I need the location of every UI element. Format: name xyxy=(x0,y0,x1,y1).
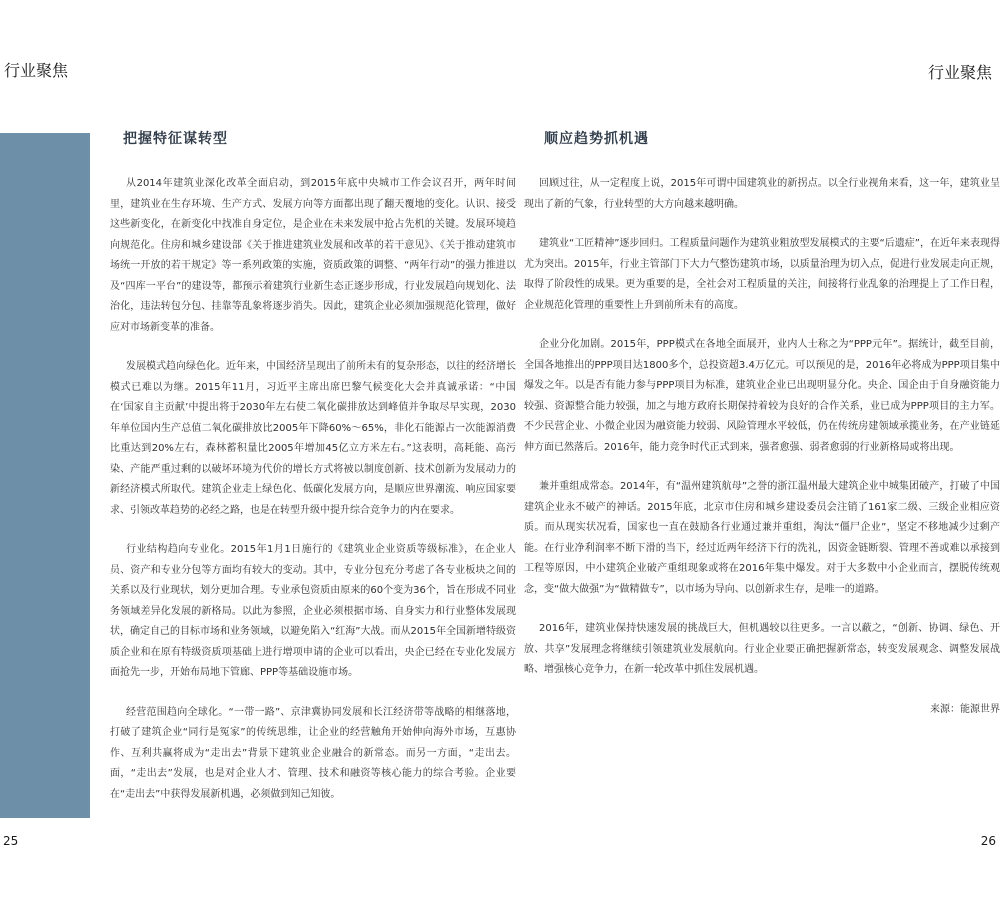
page-number-right: 26 xyxy=(980,834,996,848)
right-paragraph: 建筑业“工匠精神”逐步回归。工程质量问题作为建筑业粗放型发展模式的主要“后遗症”，在近年来表现得尤为突出。2015年，行业主管部门下大力气整饬建筑市场，以质量治理为切入点，促进行业发展走向正规，取得了阶段性的成果。更为重要的是，全社会对工程质量的关注，间接将行业乱象的治理提上了工作日程，企业规范化管理的重要性上升到前所未有的高度。 xyxy=(524,238,1000,311)
left-paragraph: 行业结构趋向专业化。2015年1月1日施行的《建筑业企业资质等级标准》，在企业人员、资产和专业分包等方面均有较大的变动。其中，专业分包充分考虑了各专业板块之间的关系以及行业现状，划分更加合理。专业承包资质由原来的60个变为36个，旨在形成不同业务领域差异化发展的新格局。以此为参照，企业必须根据市场、自身实力和行业整体发展现状，确定自己的目标市场和业务领域，以避免陷入“红海”大战。而从2015年全国新增特级资质企业和在原有特级资质项基础上进行增项申请的企业可以看出，央企已经在专业化发展方面抢先一步，开始布局地下管廊、PPP等基础设施市场。 xyxy=(110,544,516,678)
right-paragraph: 兼并重组成常态。2014年，有“温州建筑航母”之誉的浙江温州最大建筑企业中城集团破产，打破了中国建筑企业永不破产的神话。2015年底，北京市住房和城乡建设委员会注销了161家二级、三级企业相应资质。而从现实状况看，国家也一直在鼓励各行业通过兼并重组，淘汰“僵尸企业”，坚定不移地减少过剩产能。在行业净利润率不断下滑的当下，经过近两年经济下行的洗礼，因资金链断裂、管理不善或难以承接到工程等原因，中小建筑企业破产重组现象或将在2016年集中爆发。对于大多数中小企业而言，摆脱传统观念，变“做大做强”为“做精做专”，以市场为导向、以创新求生存，是唯一的道路。 xyxy=(524,481,1000,595)
right-section-title: 顺应趋势抓机遇 xyxy=(544,131,649,147)
left-paragraph: 经营范围趋向全球化。“一带一路”、京津冀协同发展和长江经济带等战略的相继落地，打破了建筑企业“同行是冤家”的传统思维，让企业的经营触角开始伸向海外市场，互惠协作、互利共赢将成为“走出去”背景下建筑业企业融合的新常态。而另一方面，“走出去。面，“走出去”发展，也是对企业人才、管理、技术和融资等核心能力的综合考验。企业要在“走出去”中获得发展新机遇，必须做到知己知彼。 xyxy=(110,706,516,800)
left-column xyxy=(110,128,516,824)
left-section-title: 把握特征谋转型 xyxy=(123,131,228,147)
decorative-side-bar xyxy=(0,133,90,818)
section-header-left: 行业聚焦 xyxy=(4,61,69,80)
page-number-left: 25 xyxy=(3,834,19,848)
left-paragraph: 发展模式趋向绿色化。近年来，中国经济呈现出了前所未有的复杂形态，以往的经济增长模式已难以为继。2015年11月，习近平主席出席巴黎气候变化大会并真诚承诺：“中国在‘国家自主贡献’中提出将于2030年左右使二氧化碳排放达到峰值并争取尽早实现，2030年单位国内生产总值二氧化碳排放比2005年下降60%～65%，非化石能源占一次能源消费比重达到20%左右，森林蓄积量比2005年增加45亿立方米左右。”这表明，高耗能、高污染、产能严重过剩的以破坏环境为代价的增长方式将被以制度创新、技术创新为发展动力的新经济模式所取代。建筑企业走上绿色化、低碳化发展方向，是顺应世界潮流、响应国家要求、引领改革趋势的必经之路，也是在转型升级中提升综合竞争力的内在要求。 xyxy=(110,361,516,516)
section-header-right: 行业聚焦 xyxy=(927,63,992,82)
right-paragraph: 回顾过往，从一定程度上说，2015年可谓中国建筑业的新拐点。以全行业视角来看，这一年，建筑业呈现出了新的气象，行业转型的大方向越来越明确。 xyxy=(524,178,1000,210)
source-credit: 来源：能源世界 xyxy=(930,703,1000,715)
right-column xyxy=(524,128,1000,715)
right-paragraph: 企业分化加剧。2015年，PPP模式在各地全面展开，业内人士称之为“PPP元年”。据统计，截至目前，全国各地推出的PPP项目达1800多个，总投资超3.4万亿元。可以预见的是，2016年必将成为PPP项目集中爆发之年。以是否有能力参与PPP项目为标准，建筑业企业已出现明显分化。央企、国企由于自身融资能力较强、资源整合能力较强，加之与地方政府长期保持着较为良好的合作关系，业已成为PPP项目的主力军。不少民营企业、小微企业因为融资能力较弱、风险管理水平较低，仍在传统房建领域承揽业务，在产业链延伸方面已然落后。2016年，能力竞争时代正式到来，强者愈强、弱者愈弱的行业新格局或将出现。 xyxy=(524,339,1000,453)
right-paragraph: 2016年，建筑业保持快速发展的挑战巨大，但机遇较以往更多。一言以蔽之，“创新、协调、绿色、开放、共享”发展理念将继续引领建筑业发展航向。行业企业要正确把握新常态，转变发展观念、调整发展战略、增强核心竞争力，在新一轮改革中抓住发展机遇。 xyxy=(524,623,1000,675)
left-paragraph: 从2014年建筑业深化改革全面启动，到2015年底中央城市工作会议召开，两年时间里，建筑业在生存环境、生产方式、发展方向等方面都出现了翻天覆地的变化。认识、接受这些新变化，在新变化中找准自身定位，是企业在未来发展中抢占先机的关键。发展环境趋向规范化。住房和城乡建设部《关于推进建筑业发展和改革的若干意见》、《关于推动建筑市场统一开放的若干规定》等一系列政策的实施，资质政策的调整、“两年行动”的强力推进以及“四库一平台”的建设等，都预示着建筑行业新生态正逐步形成，行业发展趋向规划化、法治化，违法转包分包、挂靠等乱象将逐步消失。因此，建筑企业必须加强规范化管理，做好应对市场新变革的准备。 xyxy=(110,178,516,333)
